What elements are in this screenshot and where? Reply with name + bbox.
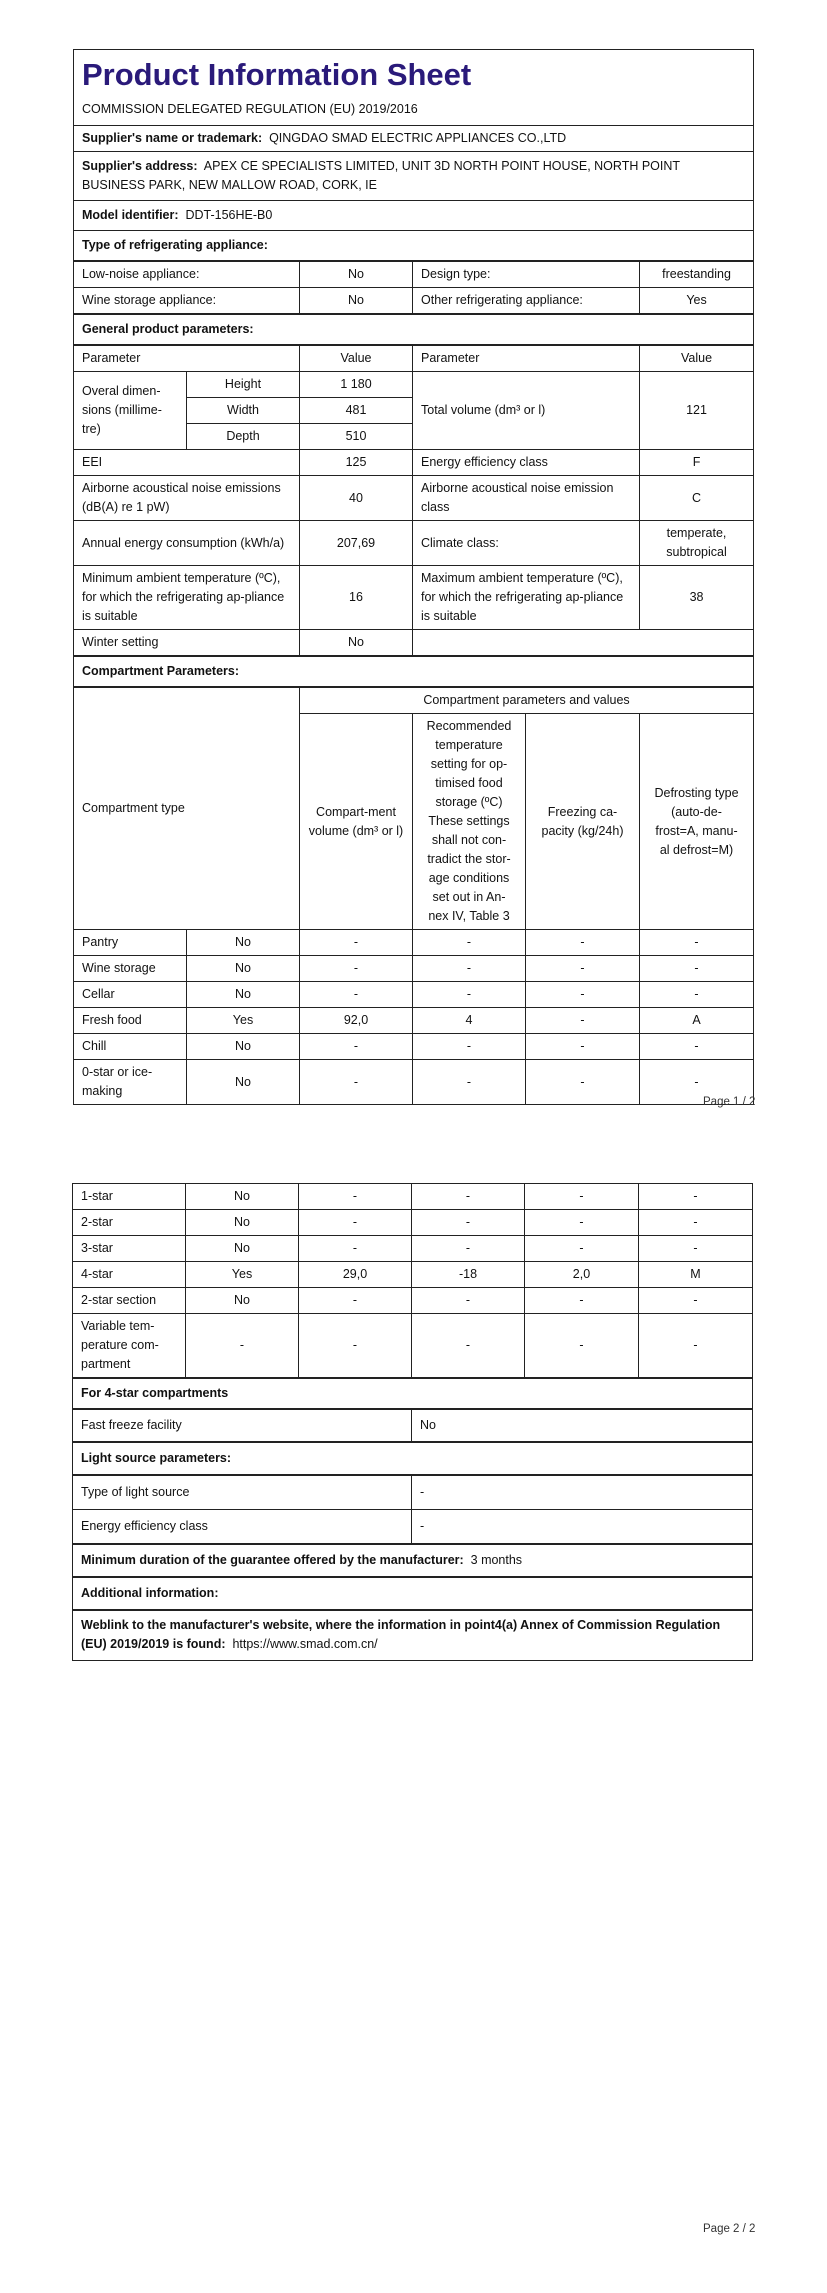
compartment-freezing: - bbox=[525, 1184, 639, 1210]
compartment-present: No bbox=[186, 1210, 299, 1236]
compartment-freezing: - bbox=[525, 1236, 639, 1262]
info-table-page-2 bbox=[72, 1183, 753, 1661]
compartment-present: No bbox=[187, 982, 300, 1008]
variable-temp-freezing: - bbox=[525, 1314, 639, 1379]
compartment-temp: - bbox=[412, 1210, 525, 1236]
depth-label: Depth bbox=[187, 424, 300, 450]
compartment-volume: - bbox=[300, 930, 413, 956]
type-heading: Type of refrigerating appliance: bbox=[74, 231, 754, 262]
supplier-name-row bbox=[74, 126, 754, 152]
noise-class-label: Airborne acoustical noise emission class bbox=[413, 476, 640, 521]
compartment-temp: - bbox=[413, 956, 526, 982]
compartment-type: 4-star bbox=[73, 1262, 186, 1288]
compartment-type: Fresh food bbox=[74, 1008, 187, 1034]
page-2 bbox=[72, 1183, 752, 1661]
climate-class-label: Climate class: bbox=[413, 521, 640, 566]
design-type-label: Design type: bbox=[413, 261, 640, 288]
width-value: 481 bbox=[300, 398, 413, 424]
info-table-page-1 bbox=[73, 49, 754, 1105]
weblink-value[interactable]: https://www.smad.com.cn/ bbox=[232, 1637, 378, 1651]
supplier-address-value: APEX CE SPECIALISTS LIMITED, UNIT 3D NORTH POINT HOUSE, NORTH POINT BUSINESS PARK, NEW MALLOW ROAD, CORK, IE bbox=[82, 159, 680, 192]
height-value: 1 180 bbox=[300, 372, 413, 398]
compartment-freezing: - bbox=[526, 956, 640, 982]
compartment-freezing: 2,0 bbox=[525, 1262, 639, 1288]
max-temp-label: Maximum ambient temperature (ºC), for which the refrigerating ap-pliance is suitable bbox=[413, 566, 640, 630]
annual-energy-value: 207,69 bbox=[300, 521, 413, 566]
noise-class-value: C bbox=[640, 476, 754, 521]
page-number-1: Page 1 / 2 bbox=[703, 1096, 756, 1108]
compartment-present: Yes bbox=[186, 1262, 299, 1288]
col-defrosting-type: Defrosting type (auto-de-frost=A, manu-al defrost=M) bbox=[640, 714, 754, 930]
compartment-defrost: - bbox=[640, 956, 754, 982]
title-block bbox=[74, 50, 754, 126]
wine-storage-value: No bbox=[300, 288, 413, 315]
compartment-freezing: - bbox=[526, 930, 640, 956]
fast-freeze-value: No bbox=[412, 1409, 753, 1442]
table-row bbox=[74, 1034, 754, 1060]
variable-temp-defrost: - bbox=[639, 1314, 753, 1379]
design-type-value: freestanding bbox=[640, 261, 754, 288]
compartment-defrost: - bbox=[639, 1210, 753, 1236]
compartment-volume: - bbox=[299, 1288, 412, 1314]
variable-temp-temp: - bbox=[412, 1314, 525, 1379]
compartment-defrost: - bbox=[639, 1236, 753, 1262]
width-label: Width bbox=[187, 398, 300, 424]
compartment-temp: - bbox=[412, 1288, 525, 1314]
col-recommended-temp: Recommended temperature setting for op-timised food storage (ºC) These settings shall not con-tradict the stor-age conditions set out in An-nex IV, Table 3 bbox=[413, 714, 526, 930]
guarantee-label: Minimum duration of the guarantee offered by the manufacturer: bbox=[81, 1553, 464, 1567]
energy-class-label: Energy efficiency class bbox=[413, 450, 640, 476]
variable-temp-present: - bbox=[186, 1314, 299, 1379]
empty-cell bbox=[413, 630, 754, 657]
supplier-name-value: QINGDAO SMAD ELECTRIC APPLIANCES CO.,LTD bbox=[269, 131, 567, 145]
compartment-volume: - bbox=[300, 982, 413, 1008]
wine-storage-label: Wine storage appliance: bbox=[74, 288, 300, 315]
compartment-freezing: - bbox=[526, 1034, 640, 1060]
compartment-temp: - bbox=[412, 1236, 525, 1262]
compartment-defrost: M bbox=[639, 1262, 753, 1288]
compartment-group-header: Compartment parameters and values bbox=[300, 687, 754, 714]
page-title: Product Information Sheet bbox=[82, 57, 472, 92]
compartment-volume: 29,0 bbox=[299, 1262, 412, 1288]
compartment-freezing: - bbox=[526, 1008, 640, 1034]
compartment-defrost: - bbox=[639, 1184, 753, 1210]
low-noise-label: Low-noise appliance: bbox=[74, 261, 300, 288]
light-type-label: Type of light source bbox=[73, 1475, 412, 1510]
compartment-present: No bbox=[186, 1288, 299, 1314]
table-row bbox=[73, 1210, 753, 1236]
table-row bbox=[73, 1262, 753, 1288]
noise-label: Airborne acoustical noise emissions (dB(A) re 1 pW) bbox=[74, 476, 300, 521]
compartment-volume: - bbox=[299, 1210, 412, 1236]
table-row bbox=[74, 1008, 754, 1034]
compartment-type: Chill bbox=[74, 1034, 187, 1060]
other-appliance-label: Other refrigerating appliance: bbox=[413, 288, 640, 315]
compartment-volume: 92,0 bbox=[300, 1008, 413, 1034]
compartment-present: No bbox=[186, 1236, 299, 1262]
compartment-freezing: - bbox=[526, 982, 640, 1008]
table-row bbox=[74, 956, 754, 982]
col-freezing-capacity: Freezing ca-pacity (kg/24h) bbox=[526, 714, 640, 930]
weblink-row bbox=[73, 1610, 753, 1661]
compartment-volume: - bbox=[300, 1060, 413, 1105]
model-row bbox=[74, 201, 754, 231]
general-heading: General product parameters: bbox=[74, 314, 754, 345]
guarantee-row bbox=[73, 1544, 753, 1577]
light-class-value: - bbox=[412, 1510, 753, 1545]
compartment-defrost: - bbox=[640, 1034, 754, 1060]
compartment-type: Wine storage bbox=[74, 956, 187, 982]
total-volume-value: 121 bbox=[640, 372, 754, 450]
compartment-temp: - bbox=[413, 1034, 526, 1060]
col-parameter-left: Parameter bbox=[74, 345, 300, 372]
total-volume-label: Total volume (dm³ or l) bbox=[413, 372, 640, 450]
compartment-volume: - bbox=[300, 1034, 413, 1060]
compartment-temp: -18 bbox=[412, 1262, 525, 1288]
min-temp-value: 16 bbox=[300, 566, 413, 630]
compartment-present: No bbox=[187, 1034, 300, 1060]
compartment-present: Yes bbox=[187, 1008, 300, 1034]
compartment-defrost: - bbox=[639, 1288, 753, 1314]
compartment-present: No bbox=[187, 956, 300, 982]
compartment-defrost: A bbox=[640, 1008, 754, 1034]
supplier-address-label: Supplier's address: bbox=[82, 159, 198, 173]
compartment-freezing: - bbox=[525, 1210, 639, 1236]
page-1 bbox=[73, 49, 753, 1105]
height-label: Height bbox=[187, 372, 300, 398]
fast-freeze-label: Fast freeze facility bbox=[73, 1409, 412, 1442]
compartment-defrost: - bbox=[640, 982, 754, 1008]
compartment-present: No bbox=[186, 1184, 299, 1210]
compartment-present: No bbox=[187, 930, 300, 956]
col-compartment-volume: Compart-ment volume (dm³ or l) bbox=[300, 714, 413, 930]
compartment-type: 2-star bbox=[73, 1210, 186, 1236]
model-value: DDT-156HE-B0 bbox=[185, 208, 273, 222]
supplier-name-label: Supplier's name or trademark: bbox=[82, 131, 263, 145]
light-source-heading: Light source parameters: bbox=[73, 1442, 753, 1475]
other-appliance-value: Yes bbox=[640, 288, 754, 315]
col-value-left: Value bbox=[300, 345, 413, 372]
light-type-value: - bbox=[412, 1475, 753, 1510]
guarantee-value: 3 months bbox=[470, 1553, 523, 1567]
table-row bbox=[74, 1060, 754, 1105]
annual-energy-label: Annual energy consumption (kWh/a) bbox=[74, 521, 300, 566]
table-row bbox=[73, 1288, 753, 1314]
climate-class-value: temperate, subtropical bbox=[640, 521, 754, 566]
four-star-heading: For 4-star compartments bbox=[73, 1378, 753, 1409]
compartment-present: No bbox=[187, 1060, 300, 1105]
compartment-type: Cellar bbox=[74, 982, 187, 1008]
compartment-defrost: - bbox=[640, 930, 754, 956]
table-row bbox=[73, 1184, 753, 1210]
table-row bbox=[74, 982, 754, 1008]
page-number-2: Page 2 / 2 bbox=[703, 2223, 756, 2235]
compartment-type: 3-star bbox=[73, 1236, 186, 1262]
compartment-temp: - bbox=[412, 1184, 525, 1210]
eei-label: EEI bbox=[74, 450, 300, 476]
depth-value: 510 bbox=[300, 424, 413, 450]
dimensions-label: Overal dimen-sions (millime-tre) bbox=[74, 372, 187, 450]
compartment-temp: - bbox=[413, 982, 526, 1008]
eei-value: 125 bbox=[300, 450, 413, 476]
compartment-heading: Compartment Parameters: bbox=[74, 656, 754, 687]
compartment-defrost: - bbox=[640, 1060, 754, 1105]
variable-temp-volume: - bbox=[299, 1314, 412, 1379]
additional-info-label: Additional information: bbox=[73, 1577, 753, 1610]
low-noise-value: No bbox=[300, 261, 413, 288]
compartment-freezing: - bbox=[525, 1288, 639, 1314]
energy-class-value: F bbox=[640, 450, 754, 476]
col-value-right: Value bbox=[640, 345, 754, 372]
supplier-address-row bbox=[74, 152, 754, 201]
weblink-label: Weblink to the manufacturer's website, where the information in point4(a) Annex of Commission Regulation (EU) 2019/2019 is found: bbox=[81, 1618, 721, 1651]
winter-setting-label: Winter setting bbox=[74, 630, 300, 657]
compartment-temp: - bbox=[413, 1060, 526, 1105]
variable-temp-type: Variable tem-perature com-partment bbox=[73, 1314, 186, 1379]
compartment-volume: - bbox=[300, 956, 413, 982]
compartment-type: 0-star or ice-making bbox=[74, 1060, 187, 1105]
regulation-subtitle: COMMISSION DELEGATED REGULATION (EU) 2019/2016 bbox=[82, 102, 418, 116]
compartment-volume: - bbox=[299, 1236, 412, 1262]
compartment-type: 2-star section bbox=[73, 1288, 186, 1314]
min-temp-label: Minimum ambient temperature (ºC), for which the refrigerating ap-pliance is suitable bbox=[74, 566, 300, 630]
table-row bbox=[73, 1236, 753, 1262]
compartment-freezing: - bbox=[526, 1060, 640, 1105]
col-compartment-type: Compartment type bbox=[74, 687, 300, 930]
table-row bbox=[74, 930, 754, 956]
max-temp-value: 38 bbox=[640, 566, 754, 630]
winter-setting-value: No bbox=[300, 630, 413, 657]
compartment-type: Pantry bbox=[74, 930, 187, 956]
noise-value: 40 bbox=[300, 476, 413, 521]
compartment-type: 1-star bbox=[73, 1184, 186, 1210]
light-class-label: Energy efficiency class bbox=[73, 1510, 412, 1545]
compartment-volume: - bbox=[299, 1184, 412, 1210]
col-parameter-right: Parameter bbox=[413, 345, 640, 372]
compartment-temp: 4 bbox=[413, 1008, 526, 1034]
compartment-temp: - bbox=[413, 930, 526, 956]
model-label: Model identifier: bbox=[82, 208, 179, 222]
